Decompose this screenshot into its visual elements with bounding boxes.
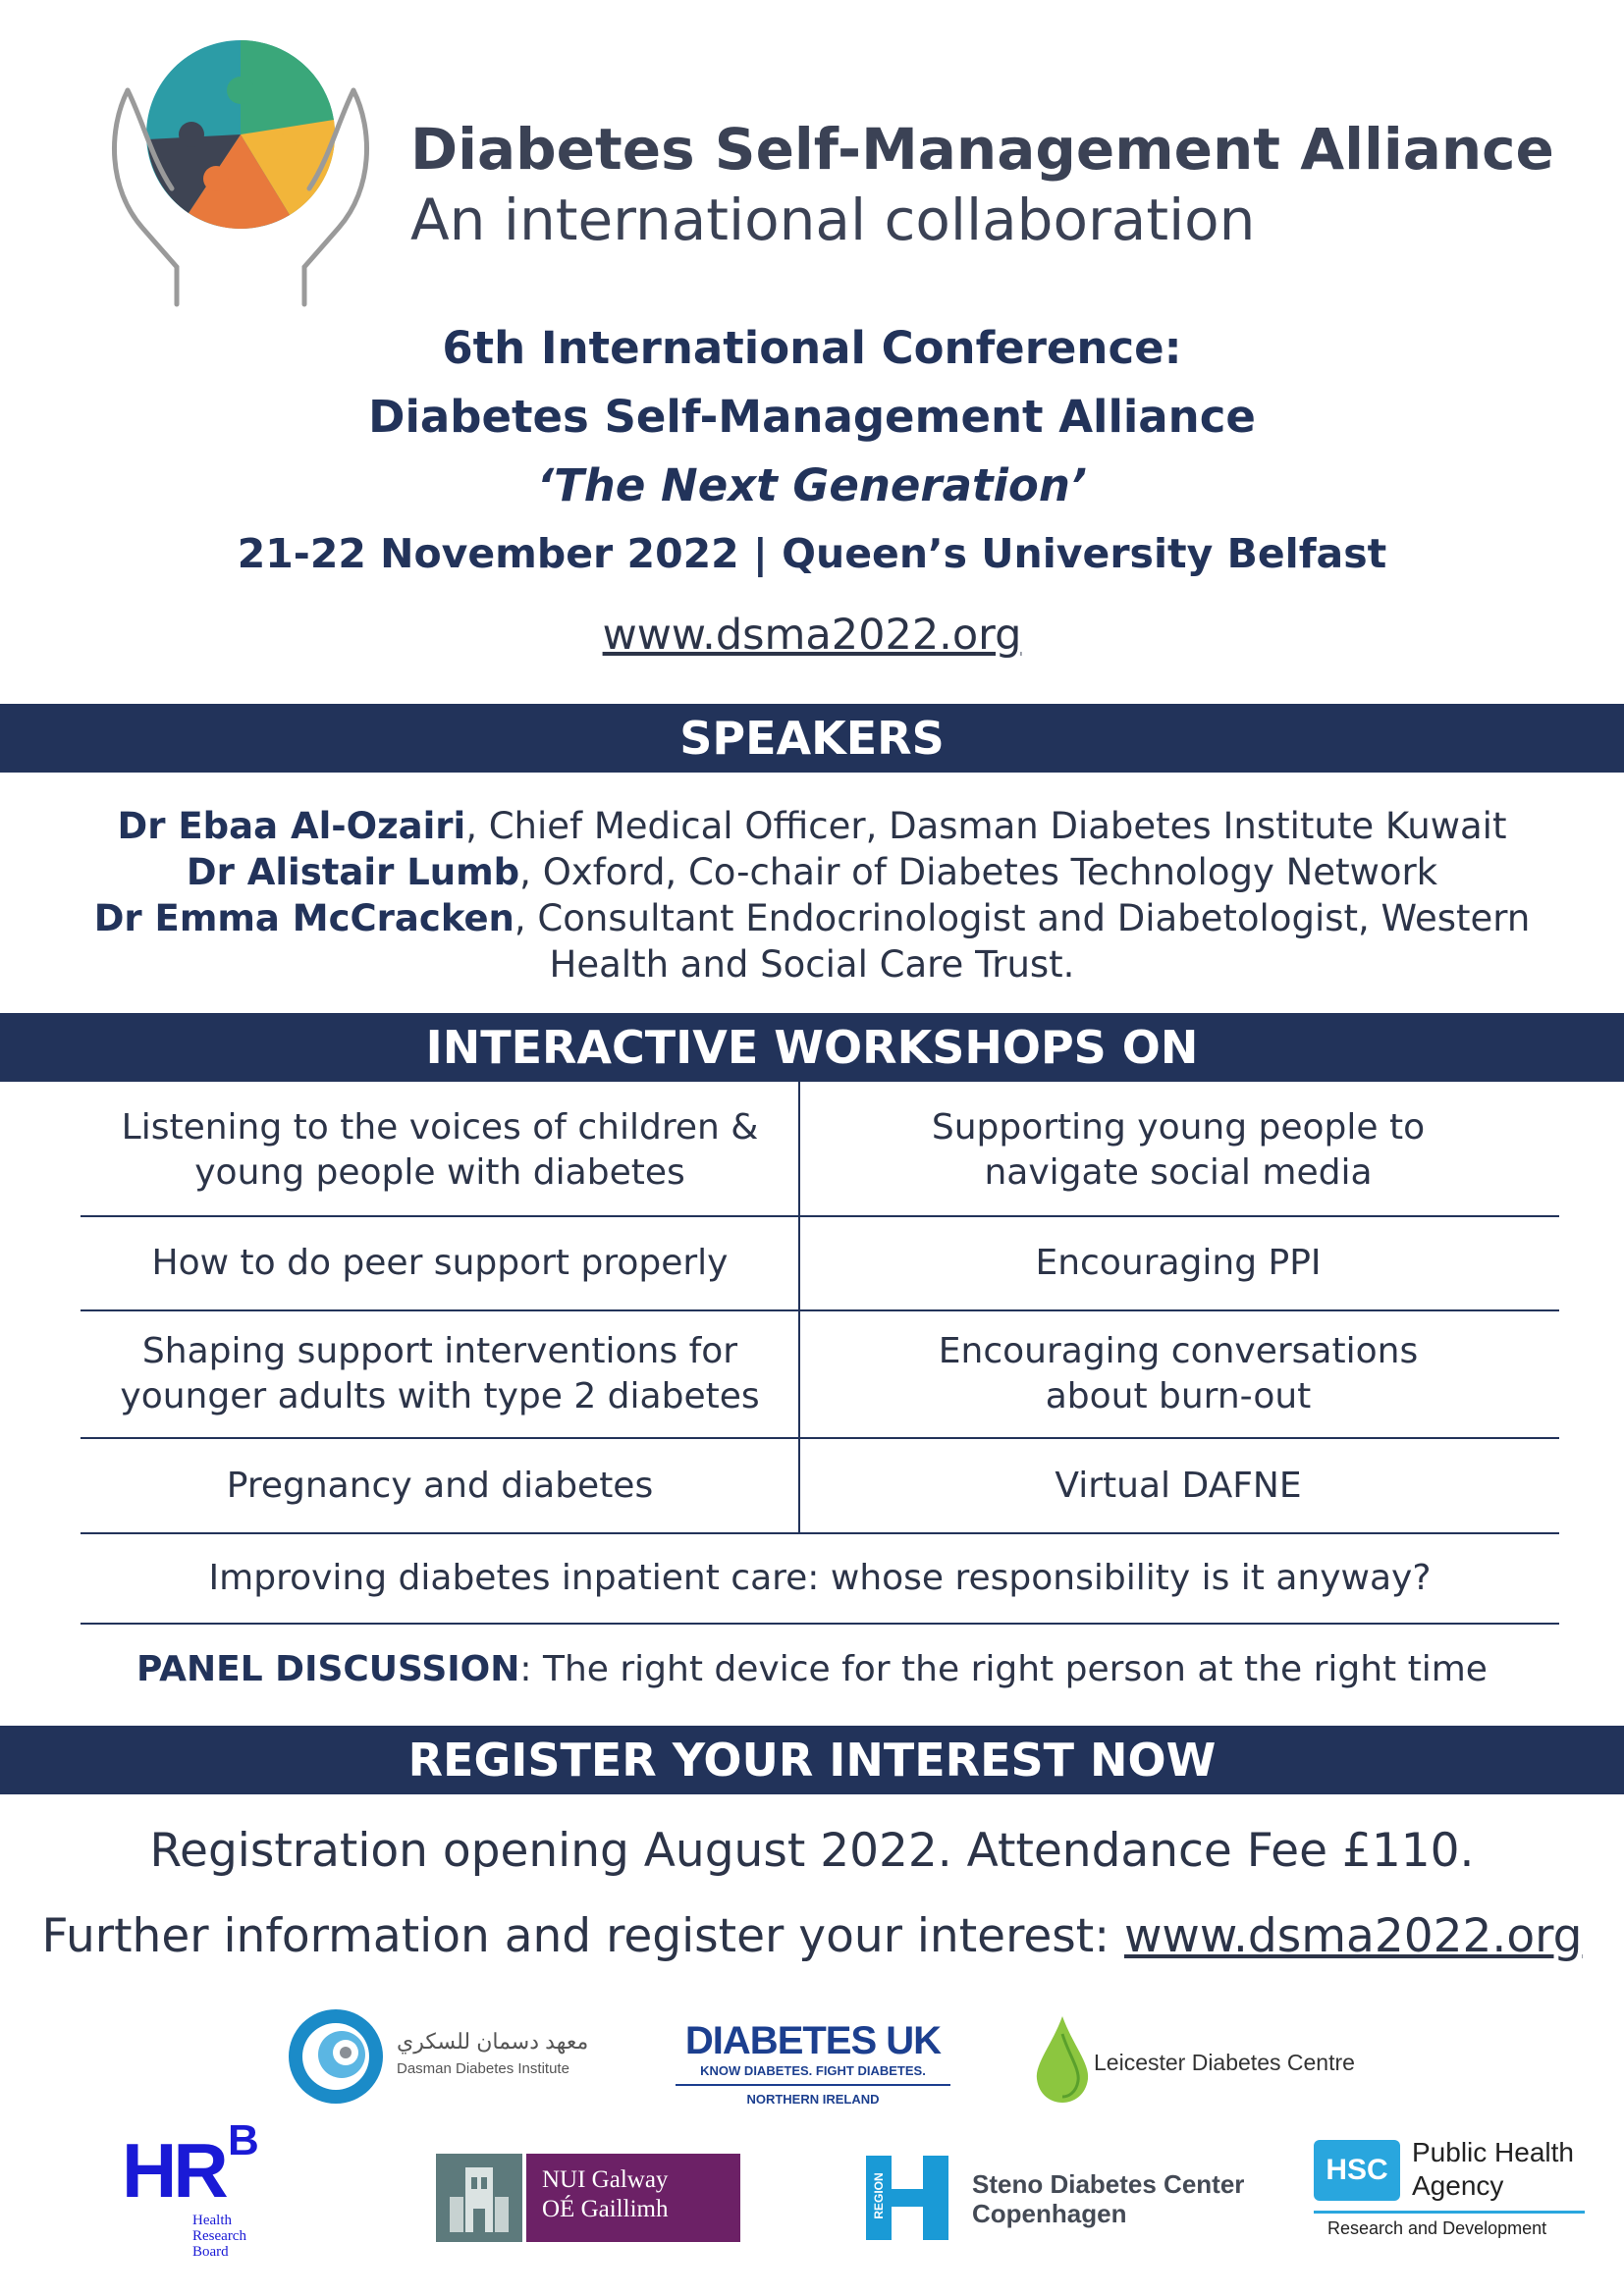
- hrb-name-line: Research: [192, 2228, 246, 2244]
- conference-subtitle: Diabetes Self-Management Alliance: [368, 391, 1256, 443]
- workshop-item: Supporting young people to navigate social media: [931, 1107, 1426, 1193]
- nui-name-line: NUI Galway: [542, 2166, 669, 2193]
- speaker-role: , Chief Medical Officer, Dasman Diabetes Institute Kuwait: [465, 805, 1507, 847]
- nui-building-icon: [436, 2154, 522, 2242]
- hrb-letters: HR: [122, 2127, 225, 2214]
- workshop-item: Listening to the voices of children & young people with diabetes: [121, 1107, 759, 1193]
- conference-theme: ‘The Next Generation’: [537, 459, 1087, 511]
- diabetes-uk-tagline: KNOW DIABETES. FIGHT DIABETES.: [676, 2063, 950, 2086]
- speaker-name: Dr Alistair Lumb: [186, 851, 520, 893]
- register-interest-line: [0, 1909, 1624, 1963]
- speaker-role: , Consultant Endocrinologist and Diabetologist, Western Health and Social Care Trust.: [514, 897, 1531, 986]
- leaf-drop-icon: [1033, 2014, 1092, 2105]
- nui-name-line: OÉ Gaillimh: [542, 2196, 669, 2222]
- nui-galway-logo: [436, 2154, 740, 2242]
- conference-date-venue: 21-22 November 2022 | Queen’s University Belfast: [237, 530, 1387, 577]
- nui-tower-icon: [436, 2154, 522, 2242]
- register-heading: REGISTER YOUR INTEREST NOW: [0, 1726, 1624, 1794]
- hrb-name: [192, 2213, 246, 2260]
- nui-name: [526, 2154, 740, 2224]
- speaker-role: , Oxford, Co-chair of Diabetes Technology Network: [519, 851, 1438, 893]
- alliance-name: Diabetes Self-Management Alliance: [410, 116, 1554, 183]
- nui-name-panel: [526, 2154, 740, 2242]
- panel-discussion: [0, 1649, 1624, 1689]
- speaker-item: [59, 803, 1565, 849]
- hsc-subtitle: Research and Development: [1327, 2218, 1547, 2238]
- hsc-name-line: Public Health: [1412, 2137, 1574, 2167]
- puzzle-hands-icon: [98, 31, 383, 308]
- dasman-swirl-icon: [287, 2007, 385, 2106]
- steno-region-label: REGION: [872, 2172, 886, 2219]
- website-link[interactable]: www.dsma2022.org: [602, 611, 1022, 660]
- alliance-tagline: An international collaboration: [410, 187, 1256, 253]
- diabetes-uk-region: NORTHERN IRELAND: [746, 2092, 880, 2107]
- speaker-name: Dr Emma McCracken: [93, 897, 514, 939]
- steno-name-line: Copenhagen: [972, 2199, 1127, 2228]
- hsc-divider: [1314, 2211, 1585, 2214]
- dasman-english-name: Dasman Diabetes Institute: [397, 2060, 569, 2077]
- register-prefix: Further information and register your interest:: [41, 1909, 1124, 1963]
- steno-logo: [866, 2156, 1278, 2240]
- leicester-name: Leicester Diabetes Centre: [1094, 2050, 1355, 2075]
- workshops-row-divider: [81, 1623, 1559, 1625]
- register-link[interactable]: www.dsma2022.org: [1123, 1909, 1583, 1963]
- speaker-name: Dr Ebaa Al-Ozairi: [117, 805, 466, 847]
- workshop-item: Shaping support interventions for younger adults with type 2 diabetes: [120, 1331, 760, 1416]
- speaker-item: [59, 895, 1565, 988]
- registration-info: Registration opening August 2022. Attendance Fee £110.: [149, 1824, 1475, 1878]
- dasman-arabic-name: معهد دسمان للسكري: [397, 2029, 589, 2054]
- steno-h-icon: [866, 2156, 948, 2240]
- hsc-badge: HSC: [1314, 2140, 1400, 2201]
- speakers-list: [59, 803, 1565, 988]
- conference-title: 6th International Conference:: [442, 322, 1182, 374]
- diabetes-uk-name: DIABETES UK: [684, 2019, 942, 2062]
- leicester-logo: [1033, 2012, 1386, 2110]
- panel-text: : The right device for the right person at the right time: [519, 1649, 1488, 1689]
- diabetes-uk-logo: [676, 2020, 950, 2107]
- workshop-item-full: Improving diabetes inpatient care: whose responsibility is it anyway?: [208, 1558, 1432, 1598]
- speakers-heading: SPEAKERS: [0, 704, 1624, 773]
- hrb-logo: [122, 2116, 279, 2273]
- conference-website[interactable]: [0, 611, 1624, 660]
- steno-name-line: Steno Diabetes Center: [972, 2169, 1245, 2199]
- workshop-item: Encouraging conversations about burn-out: [938, 1331, 1419, 1416]
- hsc-name: [1412, 2136, 1574, 2203]
- workshops-heading: INTERACTIVE WORKSHOPS ON: [0, 1013, 1624, 1082]
- hrb-letter-b: B: [228, 2116, 259, 2164]
- hrb-name-line: Board: [192, 2244, 229, 2260]
- workshop-item: Virtual DAFNE: [1055, 1465, 1302, 1506]
- dasman-logo: [287, 2007, 601, 2106]
- hrb-name-line: Health: [192, 2213, 232, 2228]
- alliance-logo: [98, 31, 383, 308]
- workshops-column-divider: [798, 1082, 800, 1533]
- workshop-item: Pregnancy and diabetes: [226, 1465, 654, 1506]
- workshop-item: Encouraging PPI: [1035, 1243, 1322, 1283]
- speaker-item: [59, 849, 1565, 895]
- workshop-item: How to do peer support properly: [151, 1243, 729, 1283]
- steno-name: [972, 2169, 1244, 2228]
- panel-label: PANEL DISCUSSION: [136, 1649, 520, 1689]
- hsc-logo: [1314, 2136, 1589, 2244]
- hsc-name-line: Agency: [1412, 2170, 1504, 2201]
